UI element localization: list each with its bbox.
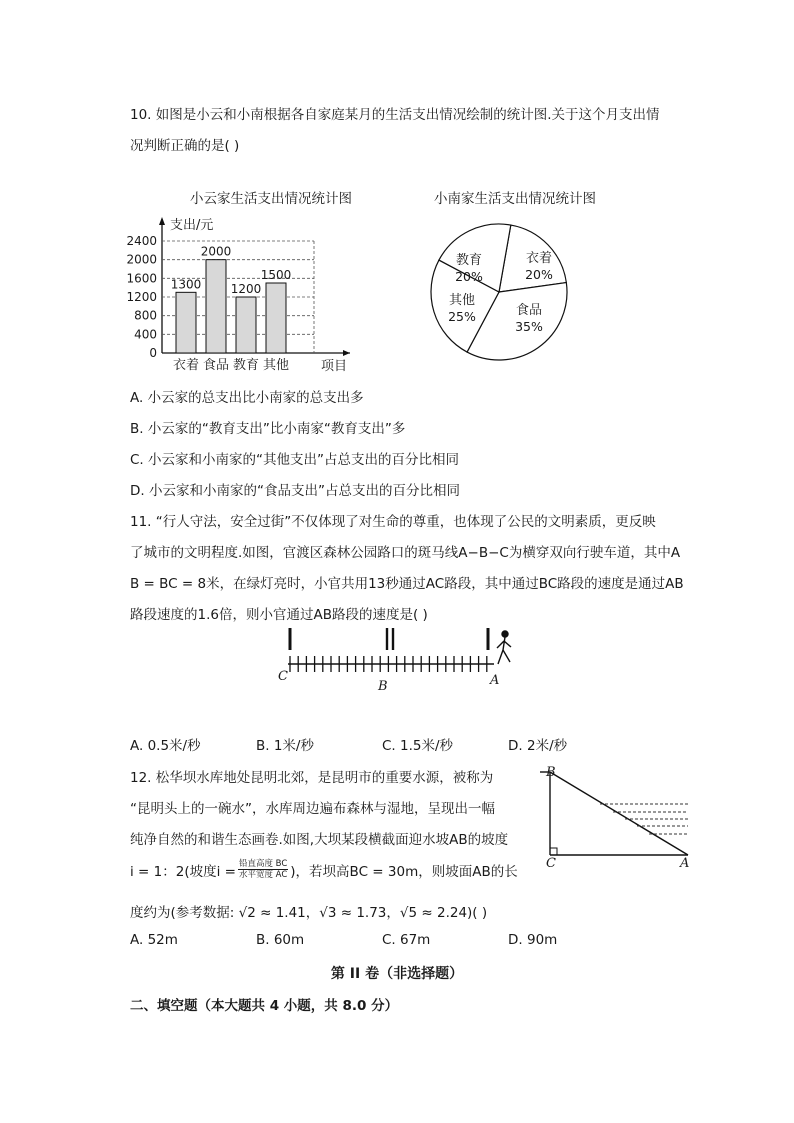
q12-slope-fraction (238, 859, 288, 880)
pie-slice-percent-label: 20% (525, 267, 553, 282)
pedestrian-icon (497, 631, 511, 664)
bar-value-label: 1300 (170, 277, 202, 292)
q12-option-a: A. 52m (130, 932, 178, 948)
bar (266, 283, 286, 353)
x-tick-label: 教育 (232, 358, 260, 373)
bar-value-label: 2000 (200, 244, 232, 259)
point-a-label: A (490, 673, 500, 688)
bar-chart-title: 小云家生活支出情况统计图 (190, 191, 352, 207)
q10-stem-line1: 10. 如图是小云和小南根据各自家庭某月的生活支出情况绘制的统计图.关于这个月支出情 (130, 107, 660, 123)
q10-option-d: D. 小云家和小南家的“食品支出”占总支出的百分比相同 (130, 483, 460, 499)
bar (176, 292, 196, 353)
y-tick-label: 1200 (126, 290, 157, 304)
point-b-label: B (546, 765, 556, 780)
q12-stem-line3: 纯净自然的和谐生态画卷.如图,大坝某段横截面迎水坡AB的坡度 (130, 832, 509, 848)
fraction-denominator: 水平宽度 AC (238, 870, 288, 880)
q11-option-d: D. 2米/秒 (508, 738, 568, 754)
part2-title: 第 II 卷（非选择题） (330, 966, 464, 982)
q11-stem-line4: 路段速度的1.6倍，则小官通过AB路段的速度是( ) (130, 607, 428, 623)
bar (206, 260, 226, 353)
y-tick-label: 2400 (126, 234, 157, 248)
q10-stem-line2: 况判断正确的是( ) (130, 138, 240, 154)
pie-chart-title: 小南家生活支出情况统计图 (434, 191, 596, 207)
bar-chart (125, 185, 375, 380)
q11-option-b: B. 1米/秒 (256, 738, 314, 754)
pie-chart (410, 185, 610, 370)
water-lines (600, 804, 688, 834)
q11-option-a: A. 0.5米/秒 (130, 738, 201, 754)
q12-slope-text: i = 1：2(坡度i = (130, 863, 236, 880)
q12-option-b: B. 60m (256, 932, 305, 948)
q10-option-a: A. 小云家的总支出比小南家的总支出多 (130, 390, 364, 406)
point-a-label: A (680, 856, 690, 870)
dam-figure (530, 760, 700, 870)
q11-stem-line1: 11. “行人守法，安全过街”不仅体现了对生命的尊重，也体现了公民的文明素质，更反映 (130, 514, 656, 530)
q12-height-text: )，若坝高BC = 30m，则坡面AB的长 (290, 863, 518, 880)
q12-stem-line4 (130, 859, 518, 880)
bar-chart-ylabel: 支出/元 (170, 218, 214, 233)
bar-value-label: 1500 (260, 268, 292, 282)
bar-value-label: 1200 (230, 282, 262, 296)
point-b-label: B (378, 679, 388, 694)
y-tick-label: 2000 (126, 252, 157, 267)
bar (236, 297, 256, 353)
x-tick-label: 衣着 (172, 358, 200, 373)
y-tick-label: 800 (134, 308, 157, 323)
y-axis-arrow (159, 217, 165, 225)
pie-slice-percent-label: 20% (455, 269, 483, 284)
crosswalk-figure (272, 622, 522, 694)
q11-stem-line3: B = BC = 8米，在绿灯亮时，小官共用13秒通过AC路段，其中通过BC路段的速度是通过AB (130, 576, 684, 592)
q12-option-c: C. 67m (382, 932, 431, 948)
y-tick-label: 1600 (126, 271, 157, 286)
bar-chart-y-ticks (126, 234, 157, 360)
q10-option-b: B. 小云家的“教育支出”比小南家“教育支出”多 (130, 421, 406, 437)
x-tick-label: 食品 (202, 358, 230, 373)
x-axis-arrow (343, 350, 350, 356)
fraction-numerator: 铅直高度 BC (238, 859, 288, 869)
bar-chart-x-ticks (173, 357, 289, 373)
pie-slice-category-label: 教育 (455, 253, 483, 268)
q11-stem-line2: 了城市的文明程度.如图，官渡区森林公园路口的斑马线A−B−C为横穿双向行驶车道，其中A (130, 545, 681, 561)
pie-slice-category-label: 其他 (448, 293, 476, 308)
q10-option-c: C. 小云家和小南家的“其他支出”占总支出的百分比相同 (130, 452, 459, 468)
bar-chart-xlabel: 项目 (321, 359, 348, 374)
y-tick-label: 400 (134, 327, 157, 342)
q12-stem-line5: 度约为(参考数据: √2 ≈ 1.41，√3 ≈ 1.73，√5 ≈ 2.24)( ) (130, 905, 488, 921)
point-c-label: C (546, 856, 556, 870)
pie-slice-percent-label: 35% (515, 319, 543, 334)
q11-option-c: C. 1.5米/秒 (382, 738, 454, 754)
point-c-label: C (278, 669, 288, 684)
pie-slice-category-label: 食品 (515, 303, 543, 318)
q12-stem-line2: “昆明头上的一碗水”，水库周边遍布森林与湿地，呈现出一幅 (130, 801, 495, 817)
y-tick-label: 0 (149, 346, 157, 360)
pie-slice-category-label: 衣着 (525, 251, 553, 266)
pie-chart-slices (431, 224, 567, 360)
q12-stem-line1: 12. 松华坝水库地处昆明北郊，是昆明市的重要水源，被称为 (130, 770, 494, 786)
x-tick-label: 其他 (262, 358, 290, 373)
q12-option-d: D. 90m (508, 932, 558, 948)
section-fill-blank-header: 二、填空题（本大题共 4 小题，共 8.0 分） (130, 998, 399, 1014)
pie-slice-percent-label: 25% (448, 309, 476, 324)
